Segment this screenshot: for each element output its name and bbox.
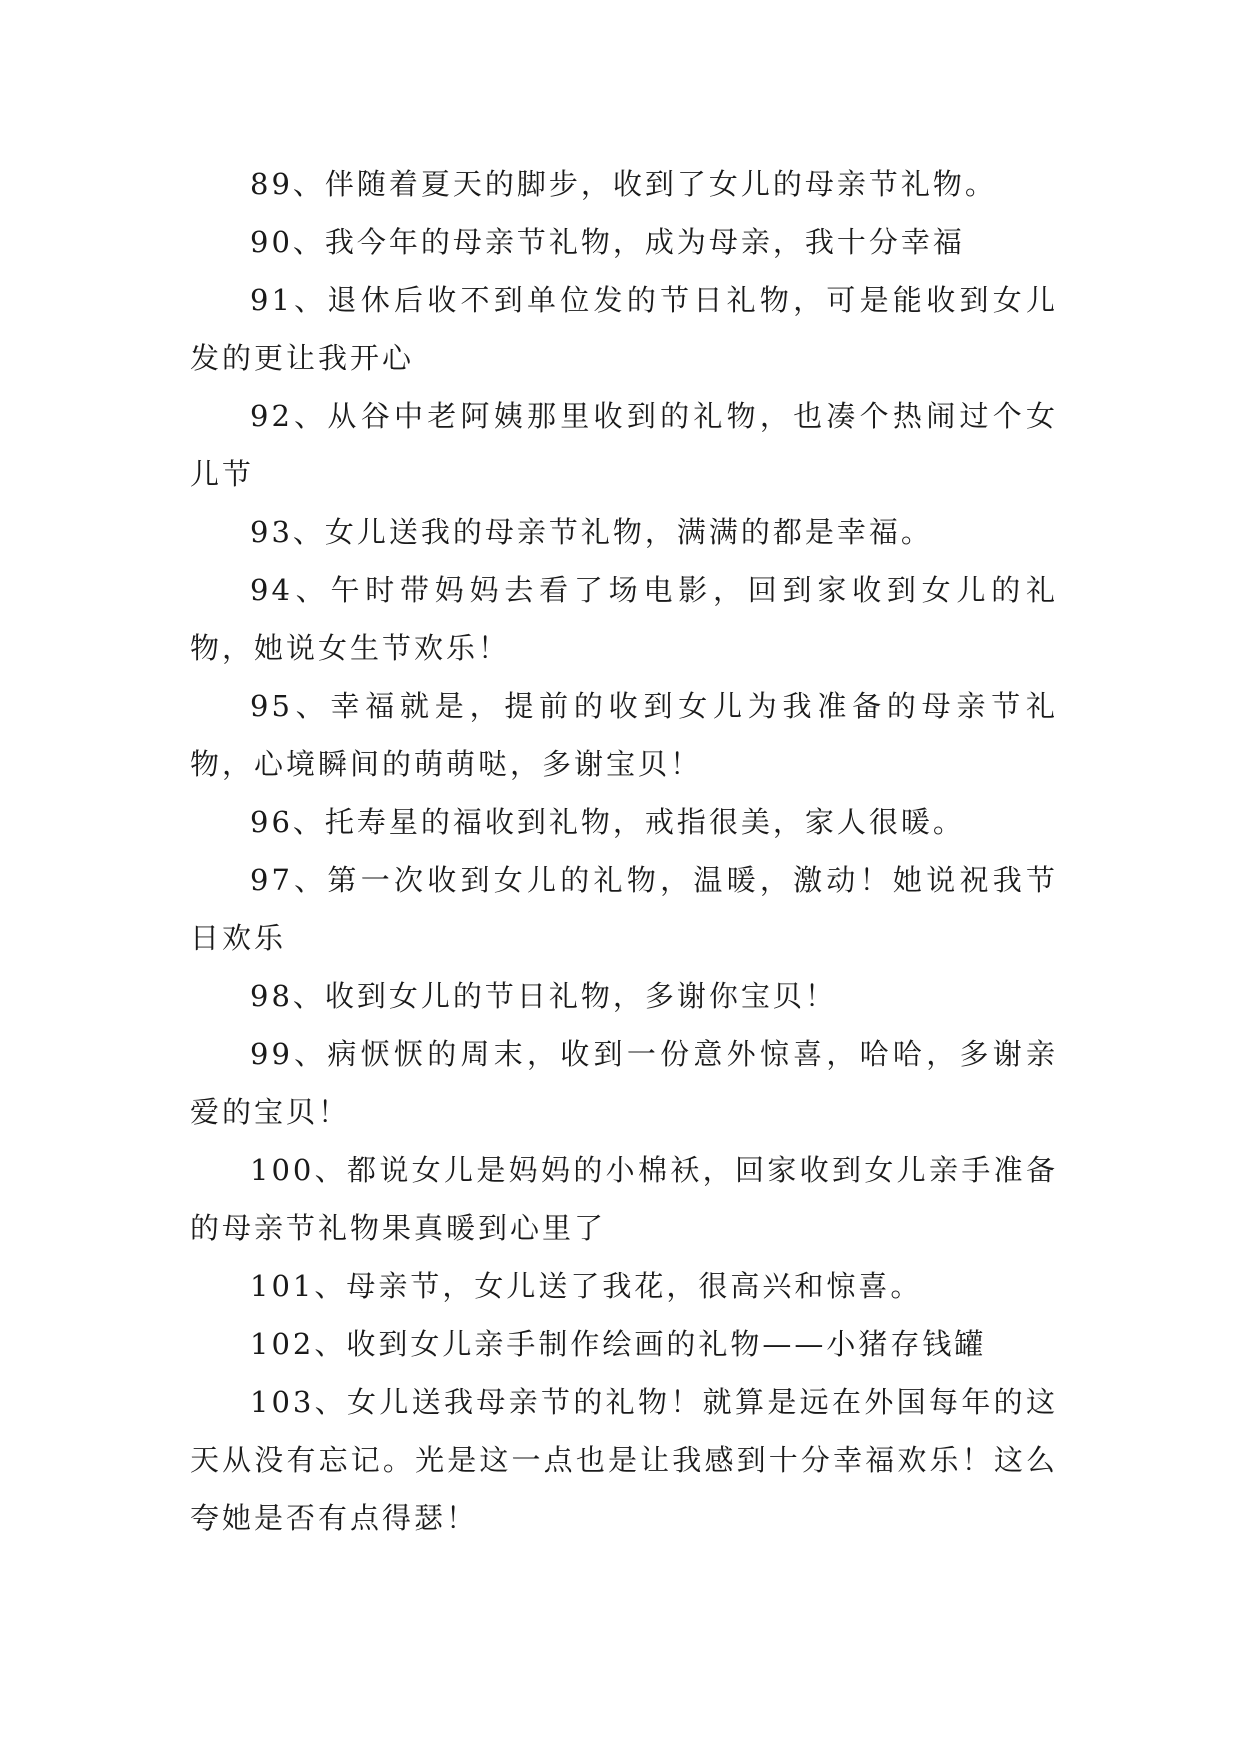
paragraph-93: 93、女儿送我的母亲节礼物，满满的都是幸福。 xyxy=(250,515,933,549)
paragraph-94: 94、午时带妈妈去看了场电影，回到家收到女儿的礼物，她说女生节欢乐！ xyxy=(190,573,1058,665)
paragraph-96: 96、托寿星的福收到礼物，戒指很美，家人很暖。 xyxy=(250,805,965,839)
document-body xyxy=(190,155,1058,1547)
paragraph-91: 91、退休后收不到单位发的节日礼物，可是能收到女儿发的更让我开心 xyxy=(190,283,1058,375)
paragraph-101: 101、母亲节，女儿送了我花，很高兴和惊喜。 xyxy=(250,1269,923,1303)
paragraph-97: 97、第一次收到女儿的礼物，温暖，激动！她说祝我节日欢乐 xyxy=(190,863,1058,955)
paragraph-99: 99、病恹恹的周末，收到一份意外惊喜，哈哈，多谢亲爱的宝贝！ xyxy=(190,1037,1058,1129)
paragraph-98: 98、收到女儿的节日礼物，多谢你宝贝！ xyxy=(250,979,837,1013)
paragraph-103: 103、女儿送我母亲节的礼物！就算是远在外国每年的这天从没有忘记。光是这一点也是让我感到十分幸福欢乐！这么夸她是否有点得瑟！ xyxy=(190,1385,1058,1535)
paragraph-90: 90、我今年的母亲节礼物，成为母亲，我十分幸福 xyxy=(250,225,965,259)
paragraph-92: 92、从谷中老阿姨那里收到的礼物，也凑个热闹过个女儿节 xyxy=(190,399,1058,491)
paragraph-100: 100、都说女儿是妈妈的小棉袄，回家收到女儿亲手准备的母亲节礼物果真暖到心里了 xyxy=(190,1153,1058,1245)
paragraph-95: 95、幸福就是，提前的收到女儿为我准备的母亲节礼物，心境瞬间的萌萌哒，多谢宝贝！ xyxy=(190,689,1058,781)
paragraph-89: 89、伴随着夏天的脚步，收到了女儿的母亲节礼物。 xyxy=(250,167,997,201)
paragraph-102: 102、收到女儿亲手制作绘画的礼物——小猪存钱罐 xyxy=(250,1327,987,1361)
